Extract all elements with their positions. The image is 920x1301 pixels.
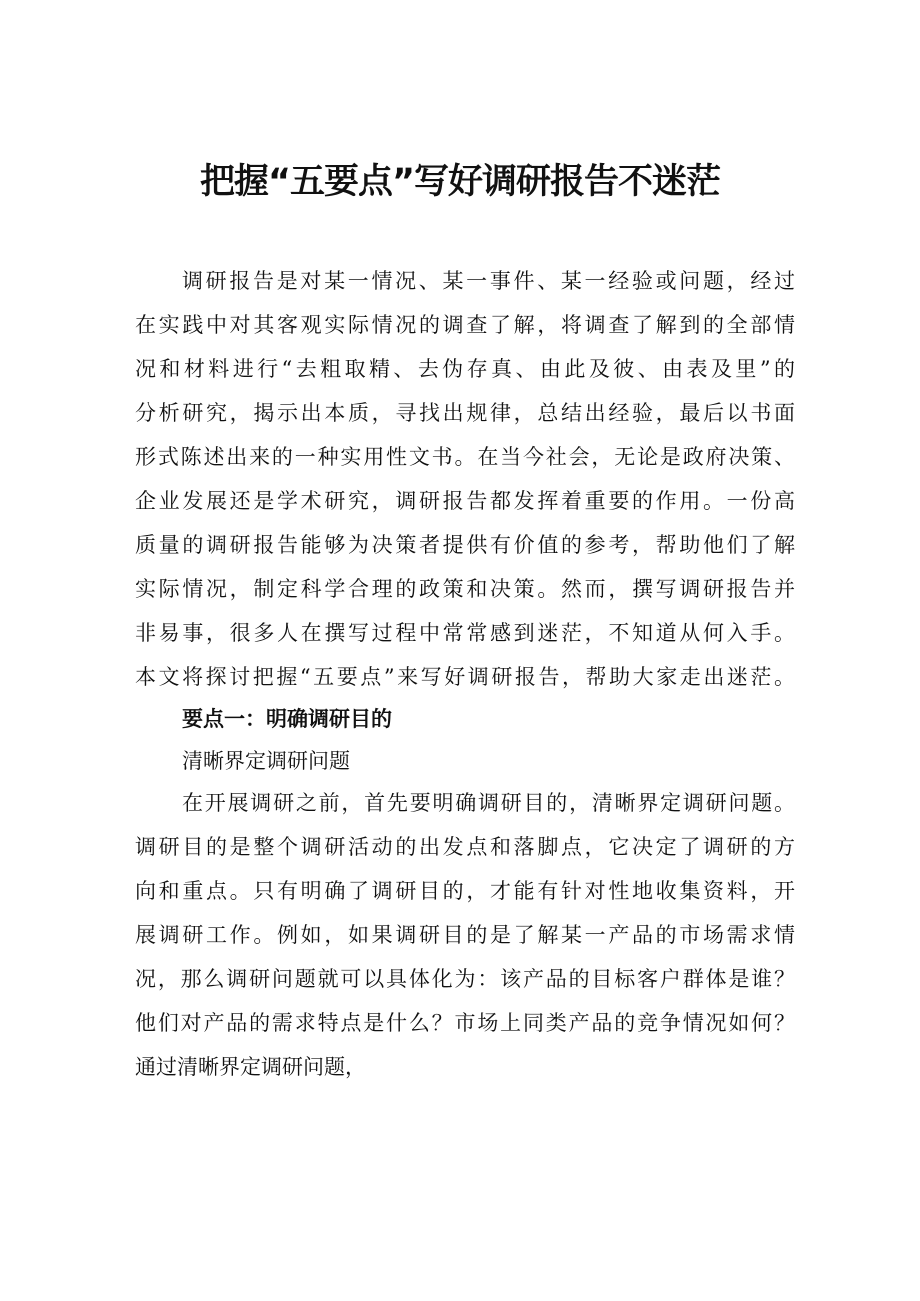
intro-line: 调研报告是对某一情况、某一事件、某一经验或问题，经过 bbox=[182, 269, 795, 293]
intro-line: 质量的调研报告能够为决策者提供有价值的参考，帮助他们了解 bbox=[135, 533, 795, 557]
section-subheading: 清晰界定调研问题 bbox=[182, 749, 350, 773]
document-title: 把握“五要点”写好调研报告不迷茫 bbox=[199, 162, 720, 202]
intro-line: 分析研究，揭示出本质，寻找出规律，总结出经验，最后以书面 bbox=[135, 401, 795, 425]
section-line: 向和重点。只有明确了调研目的，才能有针对性地收集资料，开 bbox=[135, 879, 795, 903]
section-line: 他们对产品的需求特点是什么？市场上同类产品的竞争情况如何？ bbox=[135, 1011, 795, 1035]
intro-line: 形式陈述出来的一种实用性文书。在当今社会，无论是政府决策、 bbox=[135, 445, 795, 469]
section-line: 在开展调研之前，首先要明确调研目的，清晰界定调研问题。 bbox=[182, 791, 795, 815]
section-line: 展调研工作。例如，如果调研目的是了解某一产品的市场需求情 bbox=[135, 923, 795, 947]
intro-line: 企业发展还是学术研究，调研报告都发挥着重要的作用。一份高 bbox=[135, 489, 795, 513]
intro-line: 本文将探讨把握“五要点”来写好调研报告，帮助大家走出迷茫。 bbox=[135, 665, 795, 689]
intro-line: 实际情况，制定科学合理的政策和决策。然而，撰写调研报告并 bbox=[135, 577, 795, 601]
section-line: 调研目的是整个调研活动的出发点和落脚点，它决定了调研的方 bbox=[135, 835, 795, 859]
intro-line: 况和材料进行“去粗取精、去伪存真、由此及彼、由表及里”的 bbox=[135, 357, 795, 381]
section-heading: 要点一：明确调研目的 bbox=[182, 707, 392, 731]
section-line: 况，那么调研问题就可以具体化为：该产品的目标客户群体是谁？ bbox=[135, 967, 795, 991]
intro-line: 在实践中对其客观实际情况的调查了解，将调查了解到的全部情 bbox=[135, 313, 795, 337]
section-line: 通过清晰界定调研问题， bbox=[135, 1055, 366, 1079]
intro-line: 非易事，很多人在撰写过程中常常感到迷茫，不知道从何入手。 bbox=[135, 621, 795, 645]
